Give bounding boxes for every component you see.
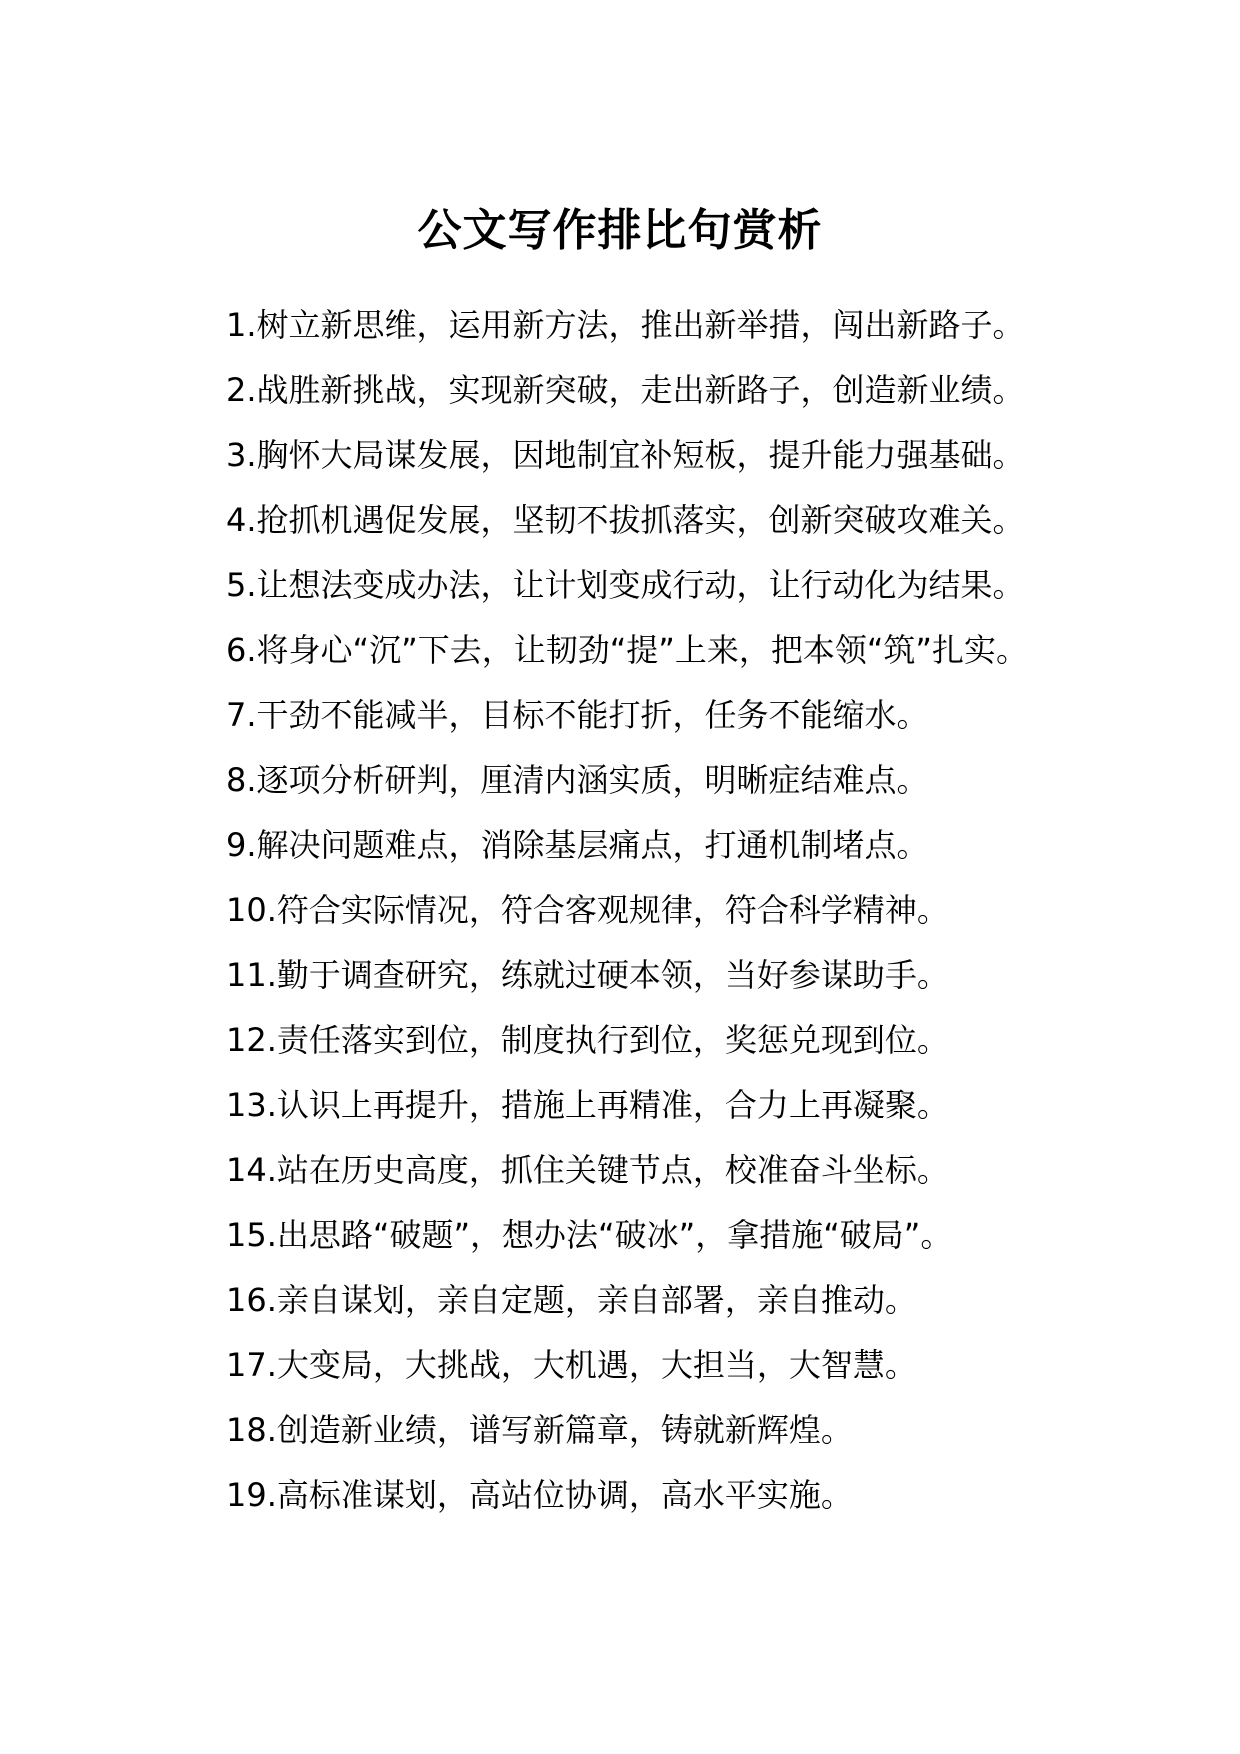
list-item: 12.责任落实到位，制度执行到位，奖惩兑现到位。 bbox=[226, 1021, 949, 1059]
list-item: 18.创造新业绩，谱写新篇章，铸就新辉煌。 bbox=[226, 1411, 853, 1449]
list-item: 19.高标准谋划，高站位协调，高水平实施。 bbox=[226, 1476, 853, 1514]
list-item: 11.勤于调查研究，练就过硬本领，当好参谋助手。 bbox=[226, 956, 949, 994]
document-title: 公文写作排比句赏析 bbox=[417, 205, 823, 256]
list-item: 15.出思路“破题”，想办法“破冰”，拿措施“破局”。 bbox=[226, 1216, 953, 1254]
list-item: 4.抢抓机遇促发展，坚韧不拔抓落实，创新突破攻难关。 bbox=[226, 501, 1025, 539]
list-item: 7.干劲不能减半，目标不能打折，任务不能缩水。 bbox=[226, 696, 929, 734]
list-item: 9.解决问题难点，消除基层痛点，打通机制堵点。 bbox=[226, 826, 929, 864]
sentence-list bbox=[158, 293, 1098, 1528]
list-item: 16.亲自谋划，亲自定题，亲自部署，亲自推动。 bbox=[226, 1281, 917, 1319]
list-item: 2.战胜新挑战，实现新突破，走出新路子，创造新业绩。 bbox=[226, 371, 1025, 409]
list-item: 14.站在历史高度，抓住关键节点，校准奋斗坐标。 bbox=[226, 1151, 949, 1189]
list-item: 13.认识上再提升，措施上再精准，合力上再凝聚。 bbox=[226, 1086, 949, 1124]
list-item: 5.让想法变成办法，让计划变成行动，让行动化为结果。 bbox=[226, 566, 1025, 604]
list-item: 8.逐项分析研判，厘清内涵实质，明晰症结难点。 bbox=[226, 761, 929, 799]
list-item: 6.将身心“沉”下去，让韧劲“提”上来，把本领“筑”扎实。 bbox=[226, 631, 1029, 669]
list-item: 1.树立新思维，运用新方法，推出新举措，闯出新路子。 bbox=[226, 306, 1025, 344]
list-item: 17.大变局，大挑战，大机遇，大担当，大智慧。 bbox=[226, 1346, 917, 1384]
list-item: 3.胸怀大局谋发展，因地制宜补短板，提升能力强基础。 bbox=[226, 436, 1025, 474]
list-item: 10.符合实际情况，符合客观规律，符合科学精神。 bbox=[226, 891, 949, 929]
